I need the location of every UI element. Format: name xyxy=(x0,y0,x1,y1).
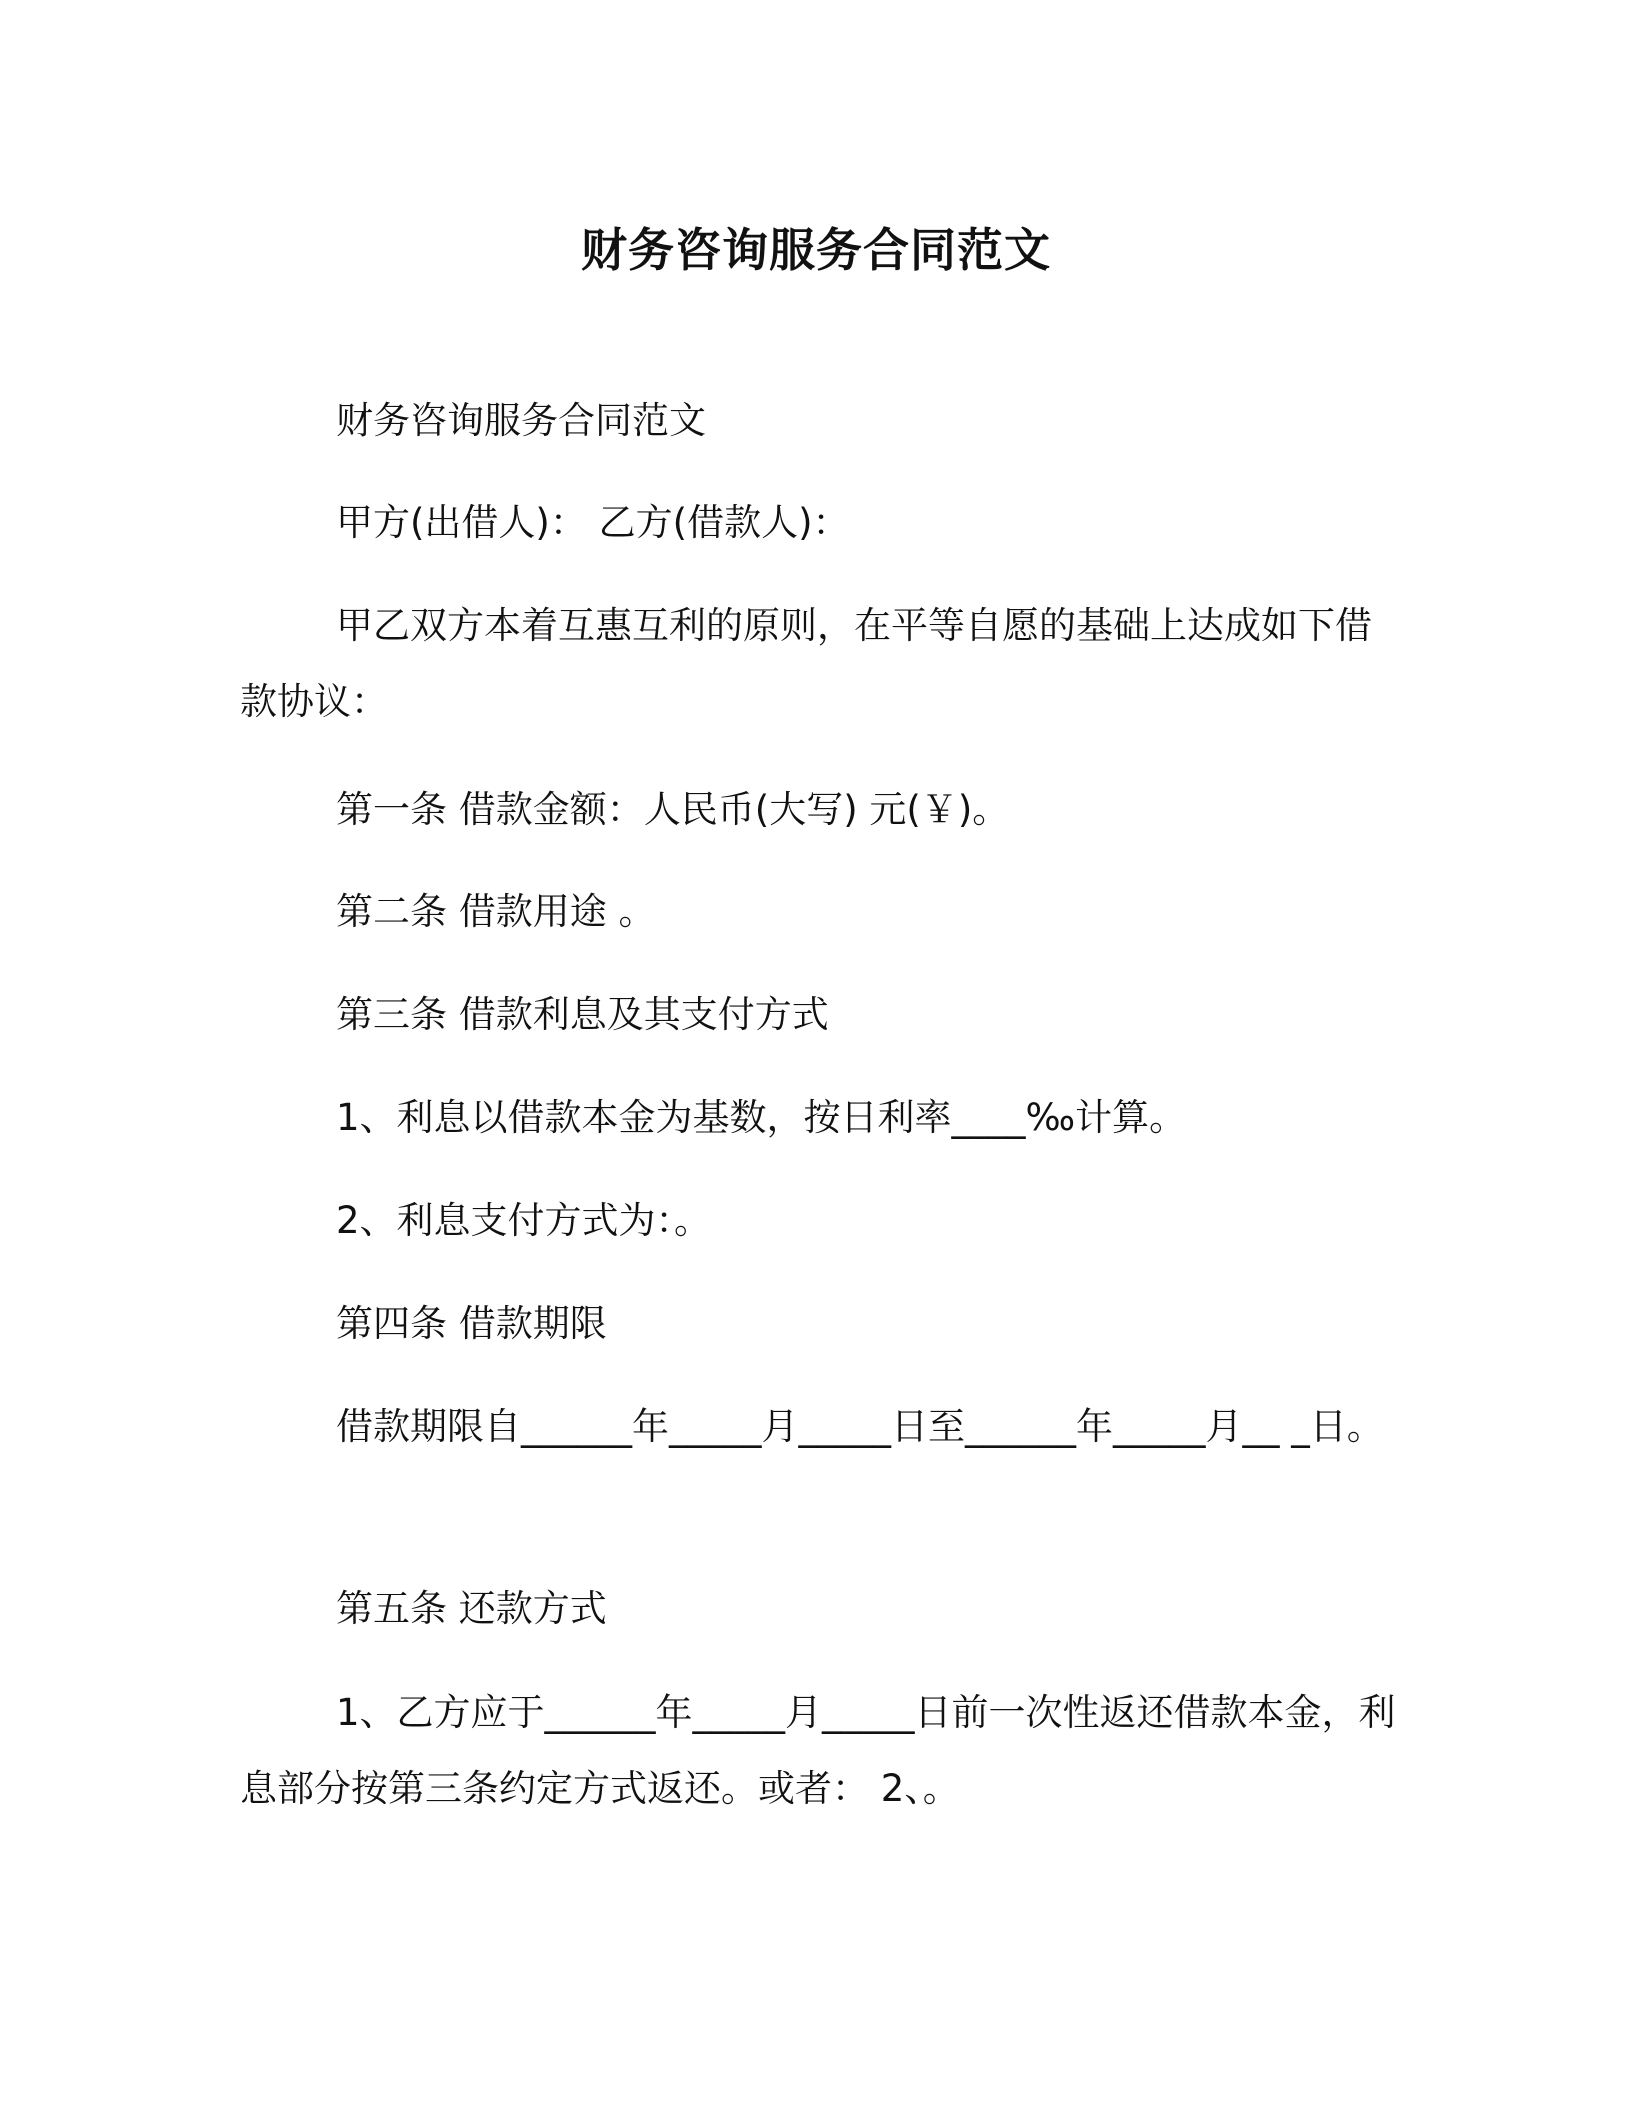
paragraph-article-1: 第一条 借款金额：人民币(大写) 元(￥)。 xyxy=(336,788,1010,831)
paragraph-loan-term: 借款期限自______年_____月_____日至______年_____月__ _日。 xyxy=(336,1405,1384,1448)
paragraph-article-3: 第三条 借款利息及其支付方式 xyxy=(336,993,829,1036)
paragraph-article-5-item-1: 1、乙方应于______年_____月_____日前一次性返还借款本金，利息部分按第三条约定方式返还。或者： 2、。 xyxy=(240,1691,1396,1810)
paragraph-article-3-item-2: 2、利息支付方式为：。 xyxy=(336,1199,712,1242)
paragraph-heading: 财务咨询服务合同范文 xyxy=(336,399,706,442)
paragraph-article-5: 第五条 还款方式 xyxy=(336,1587,607,1630)
paragraph-article-2: 第二条 借款用途 。 xyxy=(336,890,656,933)
document-title: 财务咨询服务合同范文 xyxy=(581,223,1051,277)
paragraph-parties: 甲方(出借人)： 乙方(借款人)： xyxy=(336,501,850,544)
paragraph-preamble: 甲乙双方本着互惠互利的原则，在平等自愿的基础上达成如下借款协议： xyxy=(240,604,1372,723)
paragraph-article-3-item-1: 1、利息以借款本金为基数，按日利率____‰计算。 xyxy=(336,1096,1187,1139)
paragraph-article-4: 第四条 借款期限 xyxy=(336,1302,607,1345)
